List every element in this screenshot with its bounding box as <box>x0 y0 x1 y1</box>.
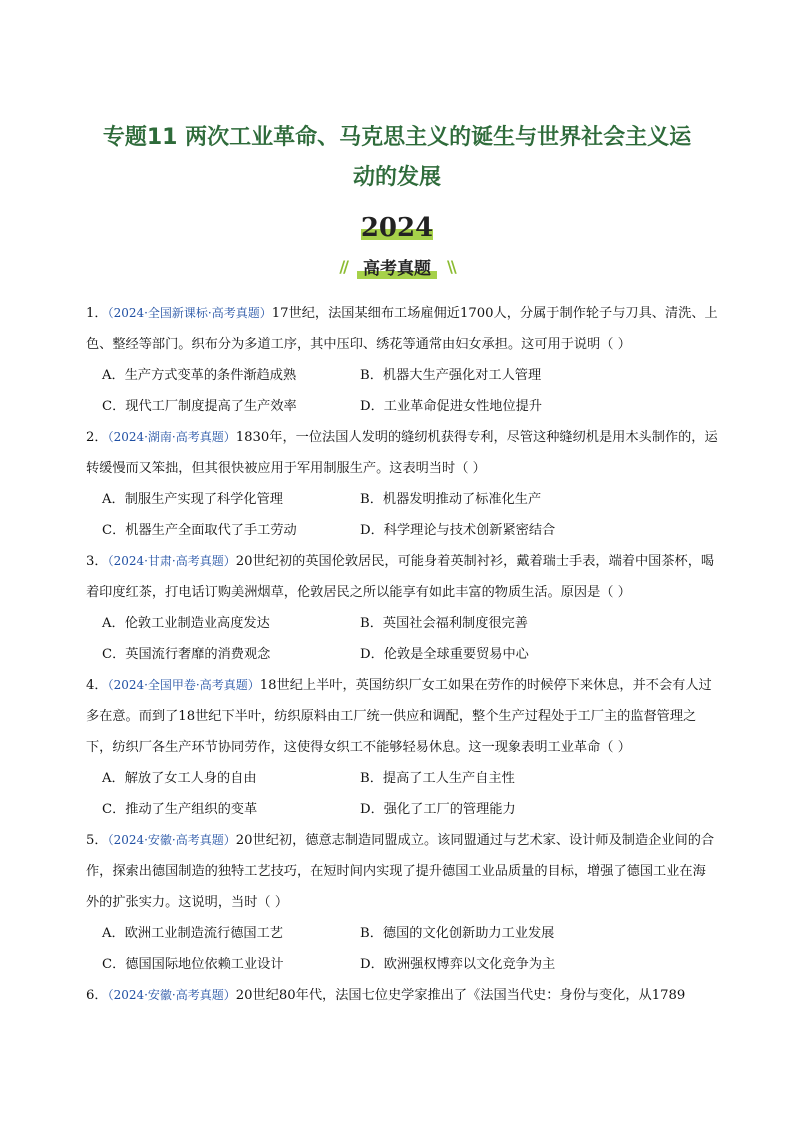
option-c: C．机器生产全面取代了手工劳动 <box>102 523 297 538</box>
question-source: （2024·全国甲卷·高考真题） <box>107 678 260 692</box>
options-grid <box>86 763 718 825</box>
question-number: 6． <box>86 988 108 1003</box>
option-b: B．提高了工人生产自主性 <box>360 771 515 786</box>
section-badge-wrap <box>0 252 794 281</box>
question-5 <box>86 825 718 980</box>
badge-slashes-right: \\ <box>447 257 455 276</box>
question-source: （2024·安徽·高考真题） <box>107 833 236 847</box>
option-b: B．德国的文化创新助力工业发展 <box>360 926 555 941</box>
option-b: B．英国社会福利制度很完善 <box>360 616 528 631</box>
options-grid <box>86 484 718 546</box>
question-number: 3． <box>86 554 108 569</box>
title-line-2: 动的发展 <box>352 165 441 190</box>
question-stem <box>86 546 718 608</box>
question-text: 1830年，一位法国人发明的缝纫机获得专利，尽管这种缝纫机是用木头制作的，运转缓慢而又笨拙，但其很快被应用于军用制服生产。这表明当时（ ） <box>86 430 718 476</box>
option-d: D．强化了工厂的管理能力 <box>360 802 516 817</box>
question-text: 20世纪初，德意志制造同盟成立。该同盟通过与艺术家、设计师及制造企业间的合作，探索出德国制造的独特工艺技巧，在短时间内实现了提升德国工业品质量的目标，增强了德国工业在海外的扩张实力。这说明，当时（ ） <box>86 833 715 910</box>
question-3 <box>86 546 718 670</box>
year-heading <box>361 212 433 244</box>
question-list <box>86 298 718 1011</box>
question-1 <box>86 298 718 422</box>
year-heading-wrap <box>0 212 794 244</box>
title-line-1: 专题11 两次工业革命、马克思主义的诞生与世界社会主义运 <box>102 125 692 150</box>
options-grid <box>86 918 718 980</box>
option-d: D．工业革命促进女性地位提升 <box>360 399 543 414</box>
option-a: A．解放了女工人身的自由 <box>102 771 257 786</box>
option-c: C．现代工厂制度提高了生产效率 <box>102 399 297 414</box>
option-d: D．欧洲强权博弈以文化竞争为主 <box>360 957 556 972</box>
badge-label: 高考真题 <box>355 252 439 281</box>
question-number: 2． <box>86 430 108 445</box>
question-text: 20世纪初的英国伦敦居民，可能身着英制衬衫，戴着瑞士手表，端着中国茶杯，喝着印度红茶，打电话订购美洲烟草，伦敦居民之所以能享有如此丰富的物质生活。原因是（ ） <box>86 554 715 600</box>
question-source: （2024·全国新课标·高考真题） <box>107 306 272 320</box>
question-source: （2024·湖南·高考真题） <box>107 430 236 444</box>
question-6 <box>86 980 718 1011</box>
question-number: 4． <box>86 678 108 693</box>
question-stem <box>86 422 718 484</box>
badge-slashes-left: // <box>339 257 347 276</box>
question-source: （2024·甘肃·高考真题） <box>107 554 236 568</box>
options-grid <box>86 608 718 670</box>
question-source: （2024·安徽·高考真题） <box>107 988 236 1002</box>
option-a: A．制服生产实现了科学化管理 <box>102 492 283 507</box>
question-stem <box>86 980 718 1011</box>
option-d: D．伦敦是全球重要贸易中心 <box>360 647 529 662</box>
question-2 <box>86 422 718 546</box>
question-text: 20世纪80年代，法国七位史学家推出了《法国当代史：身份与变化，从1789 <box>235 988 686 1003</box>
option-a: A．伦敦工业制造业高度发达 <box>102 616 270 631</box>
options-grid <box>86 360 718 422</box>
question-number: 1． <box>86 306 108 321</box>
question-stem <box>86 825 718 918</box>
question-stem <box>86 298 718 360</box>
option-b: B．机器发明推动了标准化生产 <box>360 492 542 507</box>
question-text: 17世纪，法国某细布工场雇佣近1700人，分属于制作轮子与刀具、清洗、上色、整经等部门。织布分为多道工序，其中压印、绣花等通常由妇女承担。这可用于说明（ ） <box>86 306 718 352</box>
option-b: B．机器大生产强化对工人管理 <box>360 368 542 383</box>
option-c: C．英国流行奢靡的消费观念 <box>102 647 271 662</box>
year-text: 2024 <box>360 213 434 243</box>
question-number: 5． <box>86 833 108 848</box>
question-stem <box>86 670 718 763</box>
option-c: C．德国国际地位依赖工业设计 <box>102 957 284 972</box>
page-title <box>60 118 734 198</box>
question-4 <box>86 670 718 825</box>
option-d: D．科学理论与技术创新紧密结合 <box>360 523 556 538</box>
option-c: C．推动了生产组织的变革 <box>102 802 258 817</box>
question-text: 18世纪上半叶，英国纺织厂女工如果在劳作的时候停下来休息，并不会有人过多在意。而到了18世纪下半叶，纺织原料由工厂统一供应和调配，整个生产过程处于工厂主的监督管理之下，纺织厂各生产环节协同劳作，这使得女织工不能够轻易休息。这一现象表明工业革命（ ） <box>86 678 712 755</box>
section-badge <box>339 252 454 281</box>
option-a: A．欧洲工业制造流行德国工艺 <box>102 926 283 941</box>
option-a: A．生产方式变革的条件渐趋成熟 <box>102 368 297 383</box>
